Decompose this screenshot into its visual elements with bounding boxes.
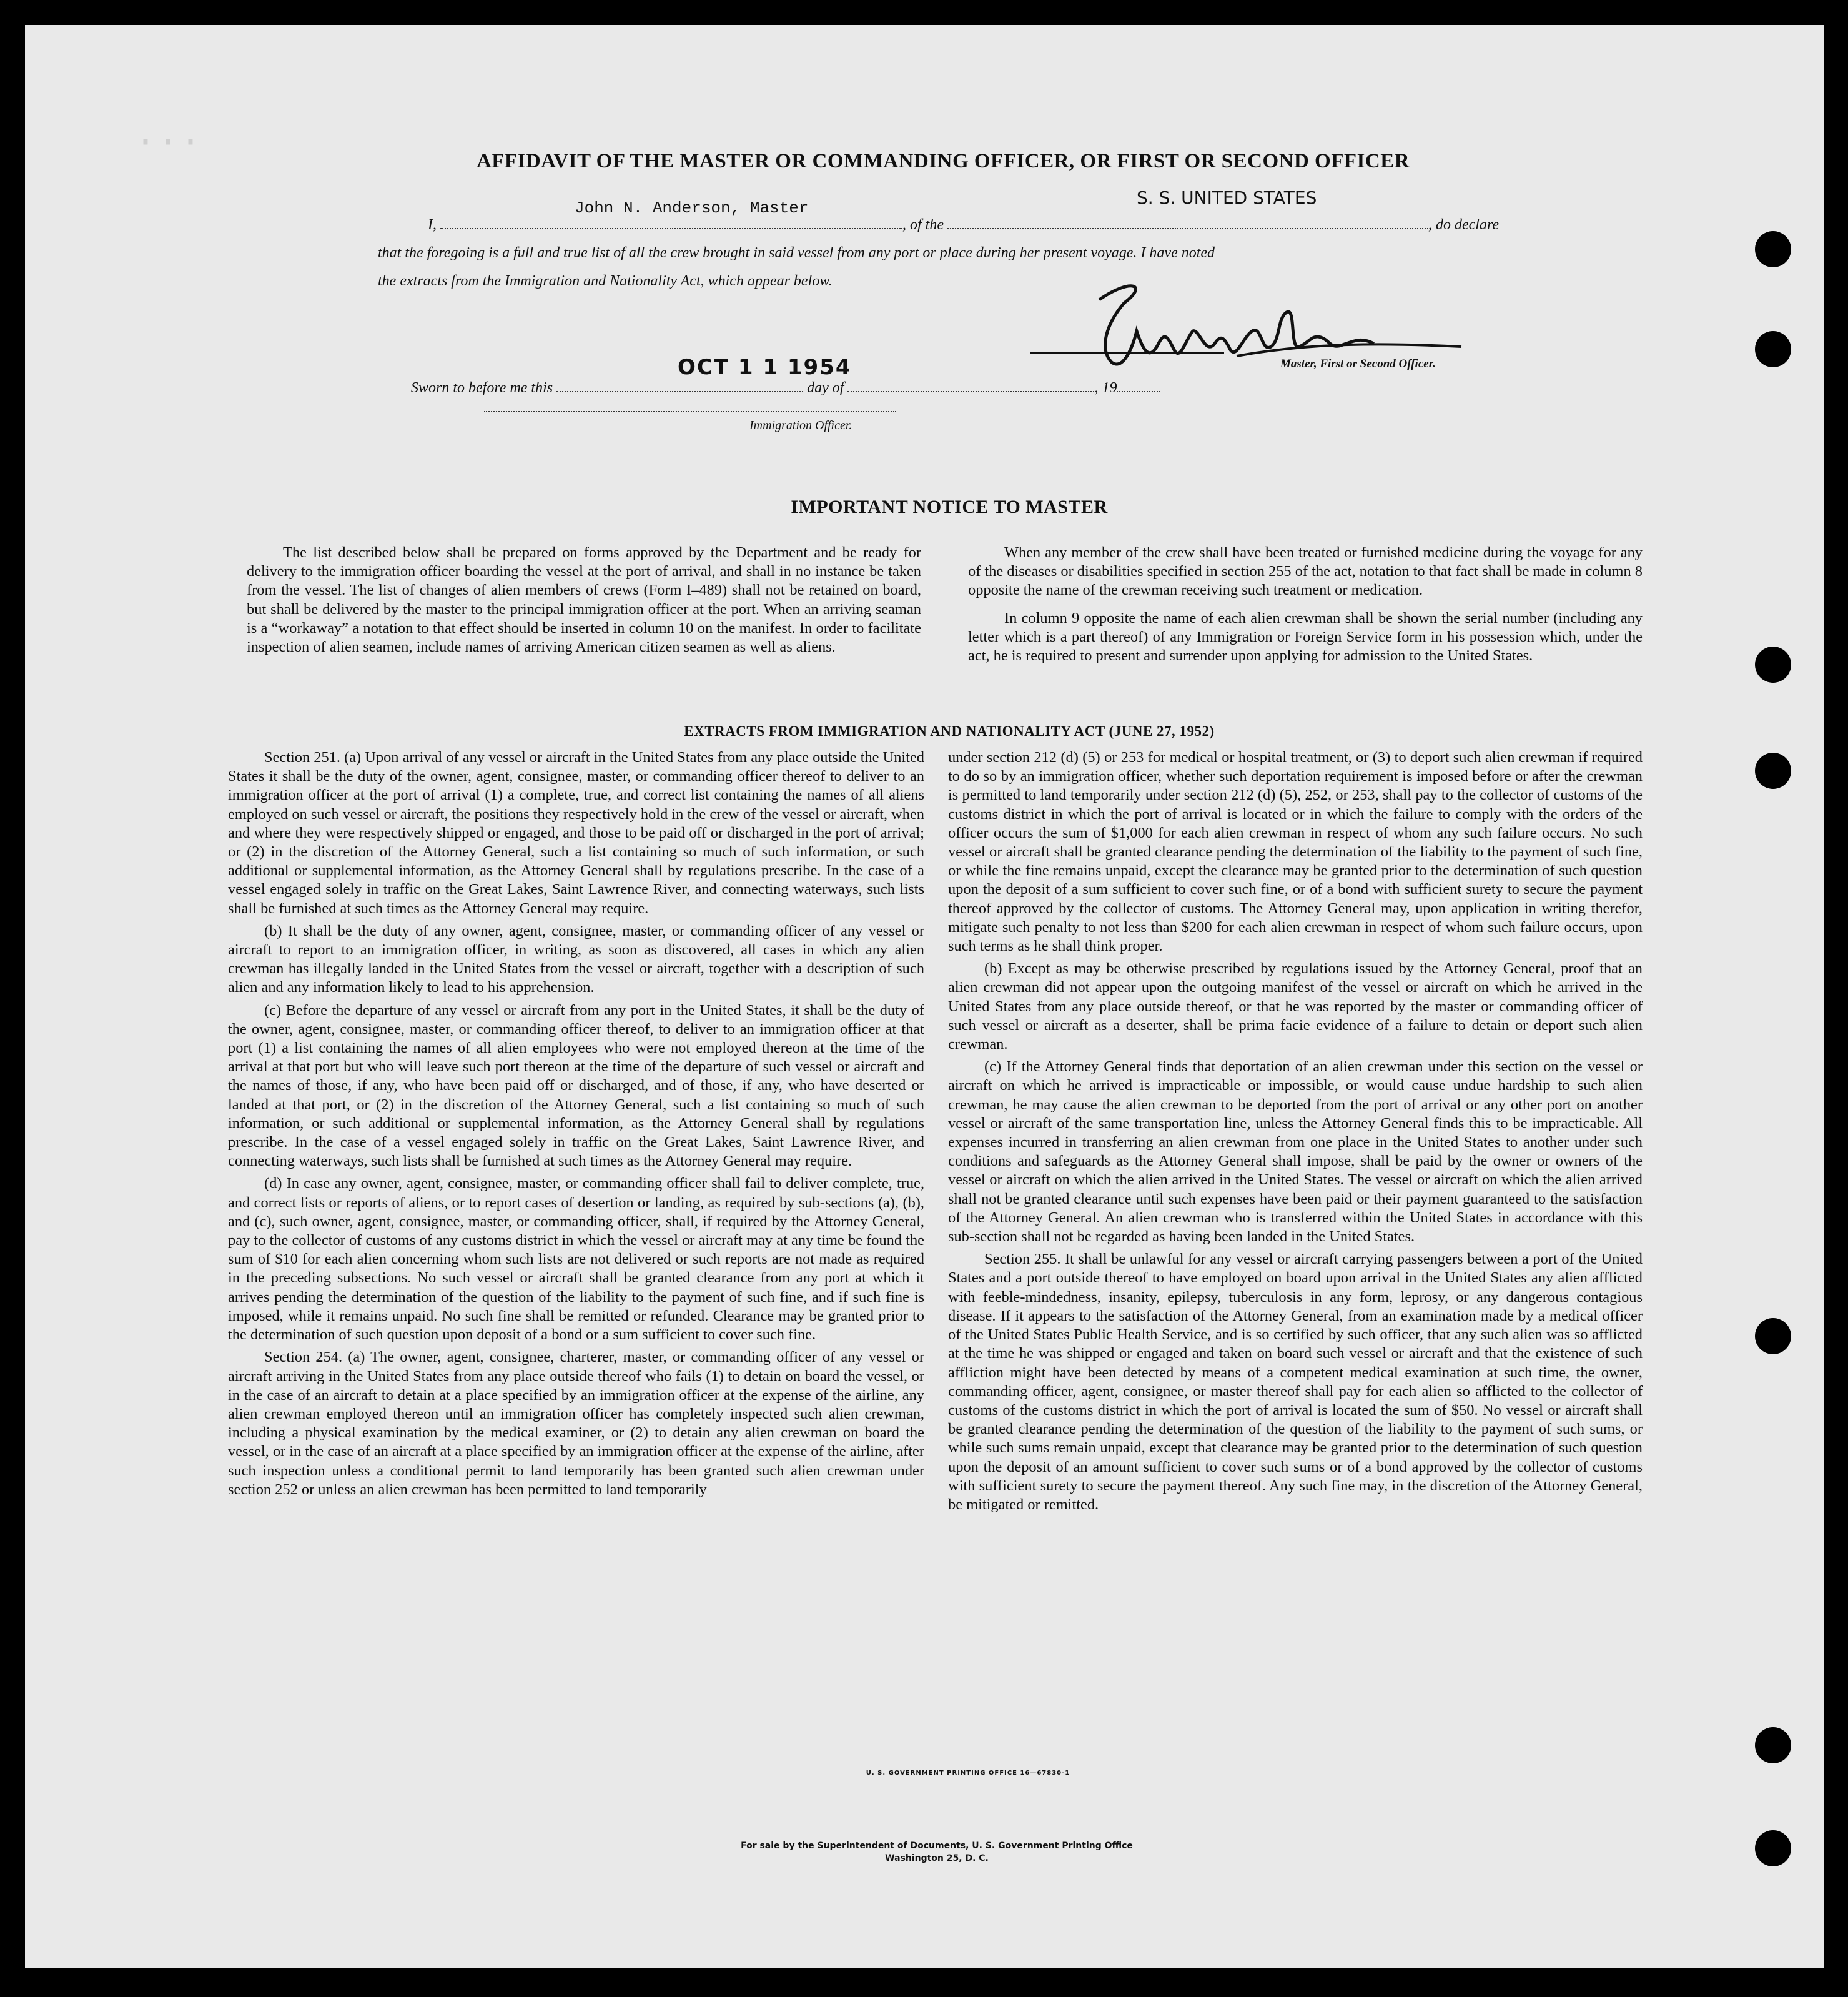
affidavit-i: I,: [428, 217, 437, 233]
extracts-title: EXTRACTS FROM IMMIGRATION AND NATIONALITY ACT (JUNE 27, 1952): [684, 723, 1215, 739]
sworn-year-blank[interactable]: [1117, 379, 1160, 392]
extract-paragraph: Section 254. (a) The owner, agent, consignee, charterer, master, or commanding officer of any vessel or aircraft arriving in the United States from any place outside thereof who fails (1) to detain on board the vessel, or in the case of an aircraft to detain at a place specified by an immigration officer at the expense of the airline, any alien crewman employed thereon until an immigration officer has completely inspected such alien crewman, including a physical examination by the medical examiner, or (2) to detain any alien crewman on board the vessel, or in the case of an aircraft at a place specified by an immigration officer at the expense of the airline, after such inspection unless a conditional permit to land temporarily has been granted such alien crewman under section 252 or unless an alien crewman has been permitted to land temporarily: [228, 1349, 924, 1498]
punch-hole: [1755, 331, 1791, 367]
notice-title: IMPORTANT NOTICE TO MASTER: [791, 497, 1108, 517]
for-sale-line-1: For sale by the Superintendent of Documents, U. S. Government Printing Office: [741, 1841, 1133, 1851]
punch-hole: [1755, 1318, 1791, 1354]
notice-right-column: [968, 543, 1643, 669]
sworn-day-blank[interactable]: [556, 379, 803, 392]
signature-caption: [1280, 357, 1436, 371]
notice-paragraph: In column 9 opposite the name of each alien crewman shall be shown the serial number (including any letter which is a part thereof) of any Immigration or Foreign Service form in his possession which, under the act, he is required to present and surrender upon applying for admission to the United States.: [968, 609, 1643, 665]
extract-paragraph: (d) In case any owner, agent, consignee, master, or commanding officer shall fail to deliver complete, true, and correct lists or reports of aliens, or to report cases of desertion or landing, as required by sub-sections (a), (b), and (c), such owner, agent, consignee, master, or commanding officer, shall, if required by the Attorney General, pay to the collector of customs of any customs district in which the vessel or aircraft may at any time be found the sum of $10 for each alien concerning whom such lists are not delivered or such reports are not made as required in the preceding subsections. No such vessel or aircraft shall be granted clearance from any port at which it arrives pending the determination of the question of the liability to the payment of such fine, and if such fine is imposed, while it remains unpaid. No such fine shall be remitted or refunded. Clearance may be granted prior to the determination of such question upon deposit of a bond or a sum sufficient to cover such fine.: [228, 1175, 924, 1344]
typed-master-name: John N. Anderson, Master: [575, 199, 809, 217]
document-page: [25, 25, 1824, 1968]
extract-paragraph: (c) Before the departure of any vessel or aircraft from any port in the United States, it shall be the duty of the owner, agent, consignee, master, or commanding officer thereof, to deliver to an immigration officer at that port (1) a list containing the names of all alien employees who were not employed thereon at the time of the arrival at that port but who will leave such port thereon at the time of the departure of such vessel or aircraft and the names of those, if any, who have been paid off or discharged, and of those, if any, who have deserted or landed at that port, or (2) in the discretion of the Attorney General, such a list containing so much of such information, or such additional or supplemental information, as the Attorney General shall by regulations prescribe. In the case of a vessel engaged solely in traffic on the Great Lakes, Saint Lawrence River, and connecting waterways, such lists shall be furnished at such times as the Attorney General may require.: [228, 1001, 924, 1170]
extracts-left-column: [228, 748, 924, 1503]
sworn-month-blank[interactable]: [847, 379, 1094, 392]
of-the-label: , of the: [902, 217, 944, 233]
caption-struck-officer: First or Second Officer.: [1320, 357, 1436, 370]
punch-hole: [1755, 647, 1791, 683]
affidavit-line-2: that the foregoing is a full and true list of all the crew brought in said vessel from any port or place during her present voyage. I have noted: [378, 245, 1215, 261]
for-sale-line-2: Washington 25, D. C.: [885, 1853, 989, 1863]
punch-hole: [1755, 1727, 1791, 1763]
day-of-label: day of: [807, 380, 844, 396]
extract-paragraph: Section 251. (a) Upon arrival of any vessel or aircraft in the United States from any place outside the United States it shall be the duty of the owner, agent, consignee, master, or commanding officer thereof to deliver to an immigration officer at the port of arrival (1) a complete, true, and correct list containing the names of all aliens employed on such vessel or aircraft, the positions they respectively hold in the crew of the vessel or aircraft, when and where they were respectively shipped or engaged, and those to be paid off or discharged in the port of arrival; or (2) in the discretion of the Attorney General, such a list containing so much of such information, or such additional or supplemental information, as the Attorney General shall by regulations prescribe. In the case of a vessel engaged solely in traffic on the Great Lakes, Saint Lawrence River, and connecting waterways, such lists shall be furnished at such times as the Attorney General may require.: [228, 749, 924, 917]
sworn-label: Sworn to before me this: [411, 380, 553, 396]
notice-paragraph: When any member of the crew shall have been treated or furnished medicine during the voyage for any of the diseases or disabilities specified in section 255 of the act, notation to that fact shall be made in column 8 opposite the name of the crewman receiving such treatment or medication.: [968, 544, 1643, 599]
bleed-through: ···: [134, 122, 202, 164]
date-stamp: OCT 1 1 1954: [678, 355, 852, 380]
immigration-officer-label: Immigration Officer.: [749, 419, 852, 432]
extract-paragraph: (b) Except as may be otherwise prescribed by regulations issued by the Attorney General, proof that an alien crewman did not appear upon the outgoing manifest of the vessel or aircraft on which he arrived in the United States from any place outside thereof, or that he was reported by the master or commanding officer of such vessel or aircraft as a deserter, shall be prima facie evidence of a failure to detain or deport such alien crewman.: [948, 960, 1643, 1053]
do-declare-label: , do declare: [1428, 217, 1500, 233]
punch-hole: [1755, 753, 1791, 789]
notice-paragraph: The list described below shall be prepared on forms approved by the Department and be ready for delivery to the immigration officer boarding the vessel at the port of arrival, and shall in no instance be taken from the vessel. The list of changes of alien members of crews (Form I–489) shall not be retained on board, but shall be delivered by the master to the principal immigration officer at the port. When an arriving seaman is a “workaway” a notation to that effect should be inserted in column 10 on the manifest. In order to facilitate inspection of alien seamen, include names of arriving American citizen seamen as well as aliens.: [247, 544, 921, 656]
affidavit-line-1: [428, 216, 1499, 234]
extract-paragraph: Section 255. It shall be unlawful for any vessel or aircraft carrying passengers between a port of the United States and a port outside thereof to have employed on board upon arrival in the United States any alien afflicted with feeble-mindedness, insanity, epilepsy, tuberculosis in any form, leprosy, or any dangerous contagious disease. If it appears to the satisfaction of the Attorney General, from an examination made by a medical officer of the United States Public Health Service, and is so certified by such officer, that any such alien was so afflicted at the time he was shipped or engaged and taken on board such vessel or aircraft and that the existence of such affliction might have been detected by means of a competent medical examination at such time, the owner, commanding officer, agent, consignee, or master thereof shall pay for each alien so afflicted to the collector of customs of the customs district in which the port of arrival is located the sum of $50. No vessel or aircraft shall be granted clearance pending the determination of the question of the liability to the payment of such sums, or while such sums remain unpaid, except that clearance may be granted prior to the determination of such question upon the deposit of an amount sufficient to cover such sums or of a bond approved by the collector of customs with sufficient surety to secure the payment thereof. Any such fine may, in the discretion of the Attorney General, be mitigated or remitted.: [948, 1251, 1643, 1513]
extracts-right-column: [948, 748, 1643, 1518]
sworn-line: [411, 379, 1160, 397]
caption-master: Master,: [1280, 357, 1317, 370]
extract-paragraph: under section 212 (d) (5) or 253 for medical or hospital treatment, or (3) to deport such alien crewman if required to do so by an immigration officer, whether such deportation requirement is imposed before or after the crewman is permitted to land temporarily under section 212 (d) (5), 252, or 253, shall pay to the collector of customs of the customs district in which the port of arrival is located or in which the failure to comply with the orders of the officer occurs the sum of $1,000 for each alien crewman in respect of whom any such failure occurs. No such vessel or aircraft shall be granted clearance pending the determination of the liability to the payment of such fine, or while the fine remains unpaid, except the clearance may be granted prior to the determination of such question upon the deposit of a sum sufficient to cover such fine, or of a bond with sufficient surety to secure the payment thereof approved by the collector of customs. The Attorney General may, upon application in writing therefor, mitigate such penalty to not less than $200 for each alien crewman in respect of whom such failure occurs, upon such terms as he shall think proper.: [948, 749, 1643, 955]
name-blank[interactable]: [440, 216, 902, 229]
extract-paragraph: (c) If the Attorney General finds that deportation of an alien crewman under this section on the vessel or aircraft on which he arrived is impracticable or impossible, or would cause undue hardship to such alien crewman, he may cause the alien crewman to be deported from the port of arrival or any other port on another vessel or aircraft of the same transportation line, unless the Attorney General finds this to be impracticable. All expenses incurred in transferring an alien crewman from one place in the United States to another under such conditions and safeguards as the Attorney General shall impose, shall be paid by the owner or owners of the vessel or aircraft on which the alien arrived in the United States. The vessel or aircraft on which the alien arrived shall not be granted clearance until such expenses have been paid or their payment guaranteed to the satisfaction of the Attorney General. An alien crewman who is transferred within the United States in accordance with this sub-section shall not be regarded as having been landed in the United States.: [948, 1058, 1643, 1246]
extract-paragraph: (b) It shall be the duty of any owner, agent, consignee, master, or commanding officer of any vessel or aircraft to report to an immigration officer, in writing, as soon as discovered, all cases in which any alien crewman has illegally landed in the United States from the vessel or aircraft, together with a description of such alien and any information likely to lead to his apprehension.: [228, 922, 924, 996]
vessel-blank[interactable]: [947, 216, 1428, 229]
typed-vessel-name: S. S. UNITED STATES: [1137, 187, 1317, 208]
for-sale-notice: [656, 1840, 1218, 1865]
punch-hole: [1755, 1830, 1791, 1866]
punch-hole: [1755, 231, 1791, 267]
officer-signature-line[interactable]: [484, 411, 896, 412]
affidavit-title: AFFIDAVIT OF THE MASTER OR COMMANDING OFFICER, OR FIRST OR SECOND OFFICER: [476, 150, 1410, 172]
gpo-imprint: U. S. GOVERNMENT PRINTING OFFICE 16—67830-1: [866, 1770, 1070, 1776]
affidavit-line-3: the extracts from the Immigration and Nationality Act, which appear below.: [378, 273, 833, 289]
year-label: , 19: [1094, 380, 1117, 396]
notice-left-column: [247, 543, 921, 660]
